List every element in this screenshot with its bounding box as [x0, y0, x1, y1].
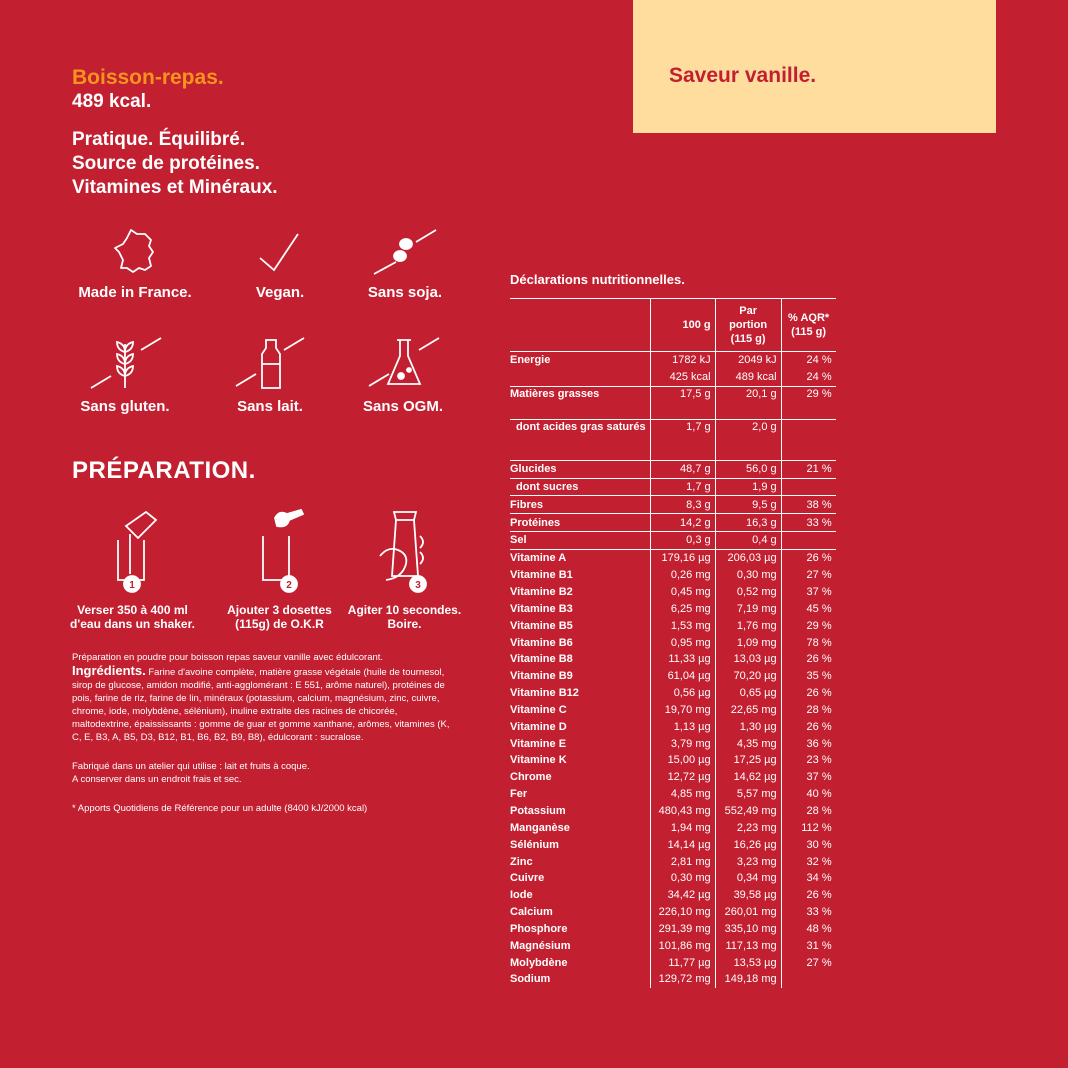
- cell-pct: 33 %: [781, 514, 836, 532]
- cell-portion: 5,57 mg: [715, 786, 781, 803]
- cell-portion: 0,4 g: [715, 532, 781, 550]
- row-label: Chrome: [510, 771, 552, 784]
- claim-2: Source de protéines.: [72, 153, 260, 174]
- header-100g: 100 g: [650, 299, 715, 352]
- step-2: [217, 506, 342, 631]
- table-row: [510, 836, 836, 853]
- cell-pct: 26 %: [781, 718, 836, 735]
- cell-100g: 0,3 g: [650, 532, 715, 550]
- cell-100g: 179,16 µg: [650, 549, 715, 566]
- badge-no-soy: [340, 226, 470, 301]
- cell-portion: 13,03 µg: [715, 651, 781, 668]
- table-row: [510, 685, 836, 702]
- badge-label: Vegan.: [255, 284, 305, 301]
- cell-pct: [781, 532, 836, 550]
- cell-100g: 1,13 µg: [650, 718, 715, 735]
- badge-label: Sans OGM.: [362, 398, 444, 415]
- badge-label: Sans gluten.: [80, 398, 170, 415]
- cell-portion: 1,9 g: [715, 478, 781, 496]
- cell-portion: 149,18 mg: [715, 971, 781, 988]
- cell-portion: 335,10 mg: [715, 920, 781, 937]
- cell-100g: 6,25 mg: [650, 600, 715, 617]
- table-row: [510, 617, 836, 634]
- cell-pct: 32 %: [781, 853, 836, 870]
- row-label: Fer: [510, 788, 528, 801]
- cell-pct: 24 %: [781, 352, 836, 369]
- table-row: [510, 532, 836, 550]
- ingredients-text: Farine d'avoine complète, matière grasse végétale (huile de tournesol, sirop de glucose, amidon modifié, anti-agglomérant : E 551, arôme naturel), protéines de pois, farine de riz, farine de lin, minéraux (potassium, calcium, magnésium, zinc, cuivre, chrome, iode, molybdène, sélénium), inuline extraite des racines de chicorée, maltodextrine, épaississants : gomme de guar et gomme xanthane, arômes, vitamines (K, C, E, B3, A, B5, D3, B12, B1, B6, B2, B9, B8), édulcorant : sucralose.: [72, 667, 450, 743]
- cell-portion: 2,23 mg: [715, 819, 781, 836]
- table-row: [510, 419, 836, 460]
- table-row: [510, 752, 836, 769]
- table-row: [510, 954, 836, 971]
- step-text: Agiter 10 secondes. Boire.: [347, 603, 462, 631]
- description: [72, 651, 457, 815]
- row-label: Vitamine B9: [510, 670, 573, 683]
- row-label: Vitamine C: [510, 703, 567, 716]
- storage-note: A conserver dans un endroit frais et sec.: [72, 774, 242, 785]
- row-label: Iode: [510, 889, 533, 902]
- cell-100g: 480,43 mg: [650, 803, 715, 820]
- claim-1: Pratique. Équilibré.: [72, 129, 246, 150]
- cell-pct: 26 %: [781, 549, 836, 566]
- cell-portion: 4,35 mg: [715, 735, 781, 752]
- row-label: Vitamine A: [510, 552, 567, 565]
- step-3: [342, 506, 467, 631]
- checkmark-icon: [250, 226, 310, 278]
- cell-100g: 48,7 g: [650, 460, 715, 478]
- cell-100g: 14,14 µg: [650, 836, 715, 853]
- cell-100g: 61,04 µg: [650, 668, 715, 685]
- table-row: [510, 584, 836, 601]
- badge-label: Made in France.: [78, 284, 192, 301]
- cell-100g: 1,94 mg: [650, 819, 715, 836]
- ingredients-title: Ingrédients.: [72, 663, 146, 678]
- cell-pct: 78 %: [781, 634, 836, 651]
- cell-100g: 1782 kJ: [650, 352, 715, 369]
- table-row: [510, 600, 836, 617]
- cell-pct: 26 %: [781, 887, 836, 904]
- cell-pct: 31 %: [781, 937, 836, 954]
- step-1: [70, 506, 195, 631]
- cell-100g: 226,10 mg: [650, 904, 715, 921]
- row-label: Sélénium: [510, 838, 559, 851]
- cell-portion: 1,09 mg: [715, 634, 781, 651]
- badge-label: Sans lait.: [237, 398, 303, 415]
- table-row: [510, 920, 836, 937]
- cell-portion: 16,26 µg: [715, 836, 781, 853]
- cell-pct: 37 %: [781, 584, 836, 601]
- cell-portion: 260,01 mg: [715, 904, 781, 921]
- cell-portion: 20,1 g: [715, 386, 781, 419]
- table-row: [510, 937, 836, 954]
- cell-pct: 28 %: [781, 803, 836, 820]
- cell-portion: 552,49 mg: [715, 803, 781, 820]
- cell-pct: 40 %: [781, 786, 836, 803]
- badge-no-gluten: [60, 336, 190, 415]
- flavor-box: [633, 0, 996, 133]
- cell-pct: 29 %: [781, 386, 836, 419]
- cell-100g: 129,72 mg: [650, 971, 715, 988]
- row-label: Vitamine B3: [510, 602, 573, 615]
- table-row: [510, 971, 836, 988]
- table-row: [510, 735, 836, 752]
- table-row: [510, 870, 836, 887]
- shake-icon: [370, 506, 440, 594]
- cell-pct: 34 %: [781, 870, 836, 887]
- cell-portion: 16,3 g: [715, 514, 781, 532]
- cell-100g: 11,33 µg: [650, 651, 715, 668]
- cell-pct: 38 %: [781, 496, 836, 514]
- row-label: Phosphore: [510, 922, 568, 935]
- row-label: dont acides gras saturés: [510, 419, 650, 460]
- row-label: Fibres: [510, 496, 650, 514]
- cell-pct: 26 %: [781, 651, 836, 668]
- cell-100g: 14,2 g: [650, 514, 715, 532]
- row-label: Vitamine D: [510, 720, 567, 733]
- cell-portion: 0,30 mg: [715, 567, 781, 584]
- table-row: [510, 478, 836, 496]
- row-label: Vitamine B1: [510, 569, 573, 582]
- table-row: [510, 651, 836, 668]
- row-label: Vitamine B12: [510, 687, 579, 700]
- no-soy-icon: [370, 226, 440, 278]
- preparation-title: PRÉPARATION.: [72, 457, 256, 484]
- cell-portion: 117,13 mg: [715, 937, 781, 954]
- row-label: Manganèse: [510, 821, 570, 834]
- table-row: [510, 819, 836, 836]
- cell-portion: 0,52 mg: [715, 584, 781, 601]
- cell-100g: 19,70 mg: [650, 702, 715, 719]
- cell-portion: 70,20 µg: [715, 668, 781, 685]
- cell-100g: 1,53 mg: [650, 617, 715, 634]
- cell-pct: 33 %: [781, 904, 836, 921]
- no-gluten-icon: [85, 336, 165, 392]
- row-label: Energie: [510, 354, 551, 367]
- cell-100g: 12,72 µg: [650, 769, 715, 786]
- cell-pct: [781, 971, 836, 988]
- table-row: [510, 386, 836, 419]
- row-label: Vitamine B5: [510, 619, 573, 632]
- cell-100g: 8,3 g: [650, 496, 715, 514]
- cell-pct: 30 %: [781, 836, 836, 853]
- cell-100g: 15,00 µg: [650, 752, 715, 769]
- cell-pct: 35 %: [781, 668, 836, 685]
- row-label: Molybdène: [510, 956, 568, 969]
- pour-water-icon: [98, 506, 168, 594]
- cell-pct: 48 %: [781, 920, 836, 937]
- row-label: Vitamine K: [510, 754, 567, 767]
- cell-pct: 28 %: [781, 702, 836, 719]
- cell-portion: 17,25 µg: [715, 752, 781, 769]
- cell-pct: 27 %: [781, 567, 836, 584]
- cell-100g: 0,95 mg: [650, 634, 715, 651]
- row-label: Sel: [510, 532, 650, 550]
- cell-pct: [781, 419, 836, 460]
- factory-note: Fabriqué dans un atelier qui utilise : lait et fruits à coque.: [72, 761, 310, 772]
- cell-100g: 425 kcal: [650, 369, 715, 386]
- table-row: [510, 549, 836, 566]
- table-row: [510, 786, 836, 803]
- cell-100g: 0,26 mg: [650, 567, 715, 584]
- row-label: dont sucres: [510, 478, 650, 496]
- nutrition-title: Déclarations nutritionnelles.: [510, 272, 685, 287]
- table-row: [510, 634, 836, 651]
- product-intro: Préparation en poudre pour boisson repas saveur vanille avec édulcorant.: [72, 652, 384, 663]
- table-row: [510, 514, 836, 532]
- cell-100g: 0,30 mg: [650, 870, 715, 887]
- row-label: Vitamine B8: [510, 653, 573, 666]
- table-row-energy-kj: [510, 352, 836, 369]
- flavor-label: Saveur vanille.: [669, 64, 817, 87]
- cell-100g: 17,5 g: [650, 386, 715, 419]
- cell-pct: 37 %: [781, 769, 836, 786]
- cell-portion: 39,58 µg: [715, 887, 781, 904]
- cell-pct: 29 %: [781, 617, 836, 634]
- cell-100g: 4,85 mg: [650, 786, 715, 803]
- row-label: Glucides: [510, 460, 650, 478]
- row-label: Cuivre: [510, 872, 545, 885]
- france-map-icon: [105, 226, 165, 278]
- table-row-energy-kcal: [510, 369, 836, 386]
- table-row: [510, 803, 836, 820]
- nutrition-table: [510, 298, 836, 988]
- row-label: Zinc: [510, 855, 533, 868]
- step-number: 1: [128, 580, 135, 591]
- step-number: 3: [414, 580, 421, 591]
- cell-portion: 3,23 mg: [715, 853, 781, 870]
- cell-portion: 9,5 g: [715, 496, 781, 514]
- cell-pct: 27 %: [781, 954, 836, 971]
- row-label: Matières grasses: [510, 386, 650, 419]
- table-row: [510, 769, 836, 786]
- table-row: [510, 853, 836, 870]
- cell-portion: 2049 kJ: [715, 352, 781, 369]
- no-gmo-icon: [363, 336, 443, 392]
- cell-portion: 2,0 g: [715, 419, 781, 460]
- kcal-label: 489 kcal.: [72, 91, 152, 112]
- cell-portion: 206,03 µg: [715, 549, 781, 566]
- no-milk-icon: [230, 336, 310, 392]
- cell-100g: 3,79 mg: [650, 735, 715, 752]
- header-aqr: % AQR* (115 g): [781, 299, 836, 352]
- step-number: 2: [285, 580, 292, 591]
- cell-portion: 22,65 mg: [715, 702, 781, 719]
- cell-pct: 45 %: [781, 600, 836, 617]
- cell-100g: 291,39 mg: [650, 920, 715, 937]
- badge-vegan: [215, 226, 345, 301]
- cell-portion: 0,65 µg: [715, 685, 781, 702]
- cell-100g: 34,42 µg: [650, 887, 715, 904]
- step-text: Verser 350 à 400 ml d'eau dans un shaker.: [70, 603, 195, 631]
- cell-pct: 26 %: [781, 685, 836, 702]
- table-row: [510, 904, 836, 921]
- row-label: Magnésium: [510, 939, 571, 952]
- header: [72, 66, 278, 200]
- table-row: [510, 702, 836, 719]
- badge-no-milk: [205, 336, 335, 415]
- cell-portion: 1,76 mg: [715, 617, 781, 634]
- cell-portion: 0,34 mg: [715, 870, 781, 887]
- cell-pct: [781, 478, 836, 496]
- cell-pct: 24 %: [781, 369, 836, 386]
- table-row: [510, 567, 836, 584]
- cell-pct: 23 %: [781, 752, 836, 769]
- cell-pct: 21 %: [781, 460, 836, 478]
- row-label: Protéines: [510, 514, 650, 532]
- cell-portion: 1,30 µg: [715, 718, 781, 735]
- row-label: Vitamine B6: [510, 636, 573, 649]
- cell-100g: 11,77 µg: [650, 954, 715, 971]
- cell-portion: 56,0 g: [715, 460, 781, 478]
- row-label: Vitamine E: [510, 737, 567, 750]
- header-portion: Par portion (115 g): [715, 299, 781, 352]
- table-row: [510, 460, 836, 478]
- table-row: [510, 718, 836, 735]
- row-label: Calcium: [510, 906, 553, 919]
- cell-portion: 14,62 µg: [715, 769, 781, 786]
- step-text: Ajouter 3 dosettes (115g) de O.K.R: [227, 603, 332, 631]
- cell-100g: 0,56 µg: [650, 685, 715, 702]
- cell-portion: 13,53 µg: [715, 954, 781, 971]
- footnote: * Apports Quotidiens de Référence pour un adulte (8400 kJ/2000 kcal): [72, 803, 368, 814]
- cell-100g: 0,45 mg: [650, 584, 715, 601]
- cell-portion: 489 kcal: [715, 369, 781, 386]
- table-header: [510, 299, 836, 352]
- scoop-icon: [245, 506, 315, 594]
- badge-made-in-france: [70, 226, 200, 301]
- row-label: Sodium: [510, 973, 551, 986]
- claim-3: Vitamines et Minéraux.: [72, 177, 278, 198]
- badge-no-gmo: [338, 336, 468, 415]
- cell-pct: 36 %: [781, 735, 836, 752]
- cell-portion: 7,19 mg: [715, 600, 781, 617]
- table-row: [510, 668, 836, 685]
- product-title: Boisson-repas.: [72, 66, 224, 89]
- badge-label: Sans soja.: [367, 284, 443, 301]
- row-label: Potassium: [510, 804, 566, 817]
- row-label: Vitamine B2: [510, 586, 573, 599]
- cell-100g: 2,81 mg: [650, 853, 715, 870]
- cell-100g: 101,86 mg: [650, 937, 715, 954]
- table-row: [510, 887, 836, 904]
- table-row: [510, 496, 836, 514]
- cell-pct: 112 %: [781, 819, 836, 836]
- cell-100g: 1,7 g: [650, 419, 715, 460]
- cell-100g: 1,7 g: [650, 478, 715, 496]
